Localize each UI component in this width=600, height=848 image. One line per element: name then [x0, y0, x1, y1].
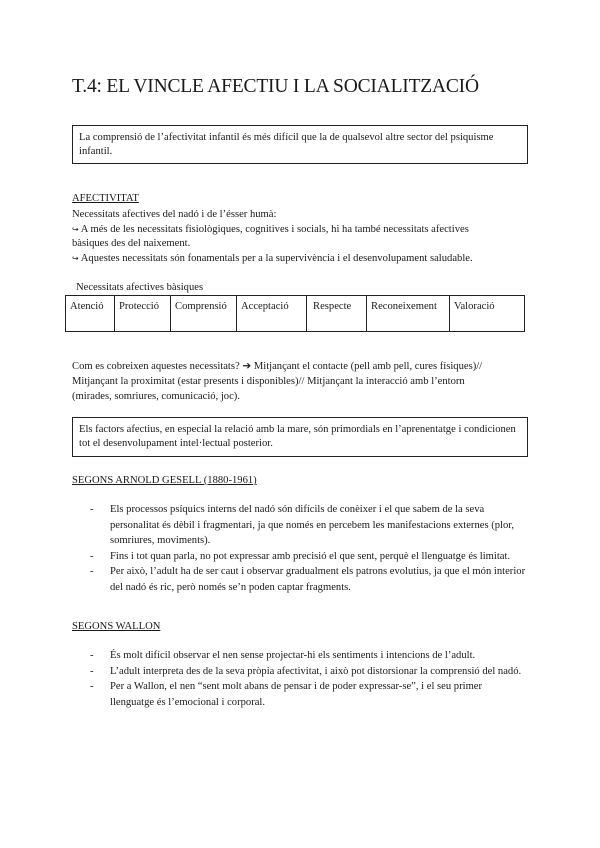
list-item	[90, 679, 526, 710]
afectivitat-line2a: A més de les necessitats fisiològiques, cognitives i socials, hi ha també necessitats afectives	[78, 224, 469, 235]
list-item-text: Per a Wallon, el nen “sent molt abans de pensar i de poder expressar-se”, i el seu primer llenguatge és l’emocional i corporal.	[110, 681, 483, 708]
table-cell: Protecció	[115, 296, 171, 331]
list-item-text: Els processos psíquics interns del nadó són difícils de conèixer i el que sabem de la seva personalitat és dèbil i fragmentari, ja que només en percebem les manifestacions externes (plor, somriures, moviments).	[110, 504, 515, 546]
list-dash: -	[90, 665, 94, 677]
table-caption: Necessitats afectives bàsiques	[76, 282, 204, 293]
wallon-heading: SEGONS WALLON	[72, 621, 161, 632]
wallon-list	[90, 648, 526, 710]
table-cell: Acceptació	[237, 296, 307, 331]
list-dash: -	[90, 504, 94, 515]
afectivitat-line1: Necessitats afectives del nadó i de l’ésser humà:	[72, 209, 277, 220]
gesell-heading: SEGONS ARNOLD GESELL (1880-1961)	[72, 475, 257, 486]
table-cell: Atenció	[66, 296, 115, 331]
how-line2: Mitjançant la proximitat (estar presents i disponibles)// Mitjançant la interacció amb l’entorn	[72, 376, 465, 387]
list-dash: -	[90, 566, 94, 577]
list-item-text: Per això, l’adult ha de ser caut i observar gradualment els patrons evolutius, ja que el món interior del nadó és ric, però només se’n poden captar fragments.	[110, 566, 526, 593]
list-dash: -	[90, 681, 94, 692]
list-item-text: És molt difícil observar el nen sense projectar-hi els sentiments i intencions de l’adult.	[110, 650, 476, 661]
table-cell: Valoració	[454, 301, 495, 312]
afectivitat-line2	[72, 222, 469, 237]
list-item	[90, 502, 526, 549]
afectivitat-line3	[72, 251, 473, 266]
list-dash: -	[90, 650, 94, 661]
how-line1: Com es cobreixen aquestes necessitats? ➔ Mitjançant el contacte (pell amb pell, cures físiques)//	[72, 361, 483, 372]
list-item	[90, 549, 526, 565]
gesell-list	[90, 502, 526, 595]
afectivitat-heading: AFECTIVITAT	[72, 193, 139, 204]
list-dash: -	[90, 550, 94, 562]
table-cell: Comprensió	[171, 296, 237, 331]
afectivitat-line3-text: Aquestes necessitats són fonamentals per a la supervivència i el desenvolupament saludable.	[78, 253, 473, 264]
list-item	[90, 664, 526, 680]
list-item-text: L’adult interpreta des de la seva pròpia afectivitat, i això pot distorsionar la comprensió del nadó.	[110, 665, 522, 677]
list-item	[90, 648, 526, 664]
page-title: T.4: EL VINCLE AFECTIU I LA SOCIALITZACIÓ	[72, 76, 479, 97]
table-cell: Reconeixement	[367, 296, 450, 331]
hook-arrow-icon: ↪	[72, 254, 79, 263]
intro-box: La comprensió de l’afectivitat infantil és més difícil que la de qualsevol altre sector del psiquisme infantil.	[72, 125, 528, 164]
how-line3: (mirades, somriures, comunicació, joc).	[72, 391, 240, 402]
factors-box: Els factors afectius, en especial la relació amb la mare, són primordials en l’aprenentatge i condicionen tot el desenvolupament intel·lectual posterior.	[72, 417, 528, 457]
list-item	[90, 564, 526, 595]
hook-arrow-icon: ↪	[72, 225, 79, 234]
list-item-text: Fins i tot quan parla, no pot expressar amb precisió el que sent, perquè el llenguatge és limitat.	[110, 550, 511, 562]
afectivitat-line2b: bàsiques des del naixement.	[72, 238, 191, 249]
table-cell: Respecte	[307, 296, 367, 331]
needs-table	[65, 295, 525, 332]
